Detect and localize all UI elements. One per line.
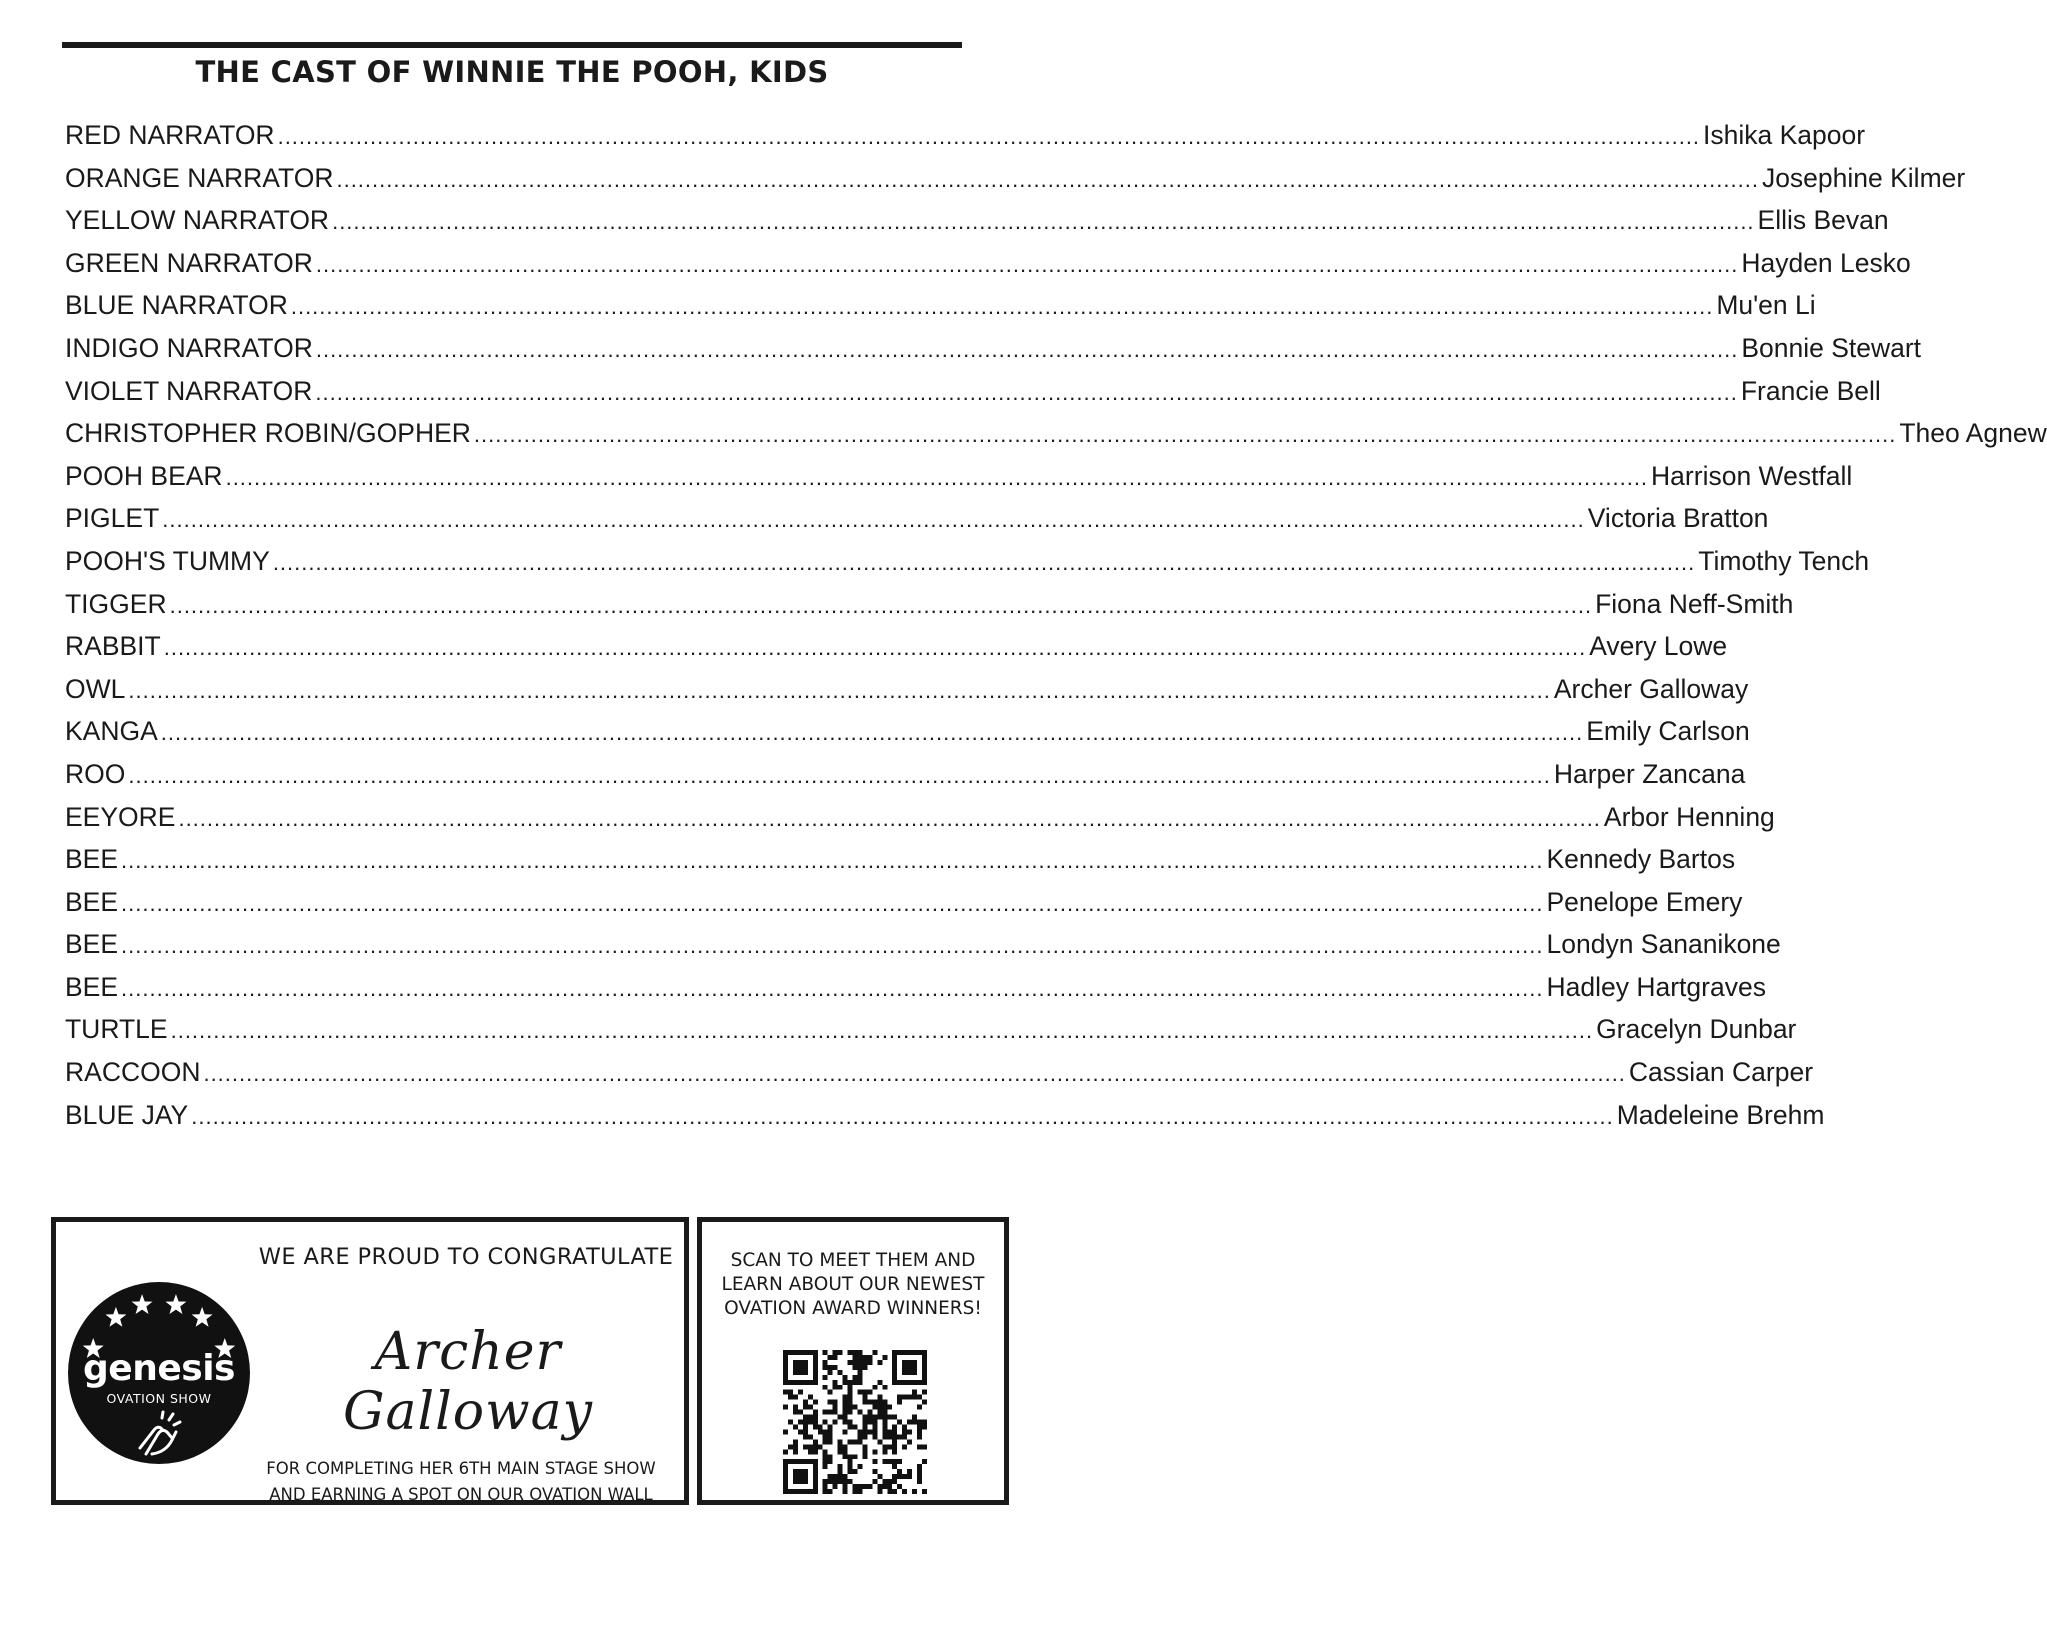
dot-leader: ........................................................................................................................................................................................................ xyxy=(315,336,1739,362)
role-name: TIGGER xyxy=(65,588,167,619)
star-icon xyxy=(132,1294,153,1314)
role-name: OWL xyxy=(65,673,126,704)
role-name: EEYORE xyxy=(65,801,176,832)
dot-leader: ........................................................................................................................................................................................................ xyxy=(203,1061,1626,1087)
genesis-logo xyxy=(68,1282,250,1464)
scan-box xyxy=(697,1217,1009,1505)
role-name: INDIGO NARRATOR xyxy=(65,332,313,363)
congratulations-box xyxy=(51,1217,689,1505)
dot-leader: ........................................................................................................................................................................................................ xyxy=(225,464,1649,490)
logo-wordmark: genesis xyxy=(83,1348,235,1389)
role-name: BEE xyxy=(65,886,119,917)
actor-name: Ellis Bevan xyxy=(1757,205,1889,236)
dot-leader: ........................................................................................................................................................................................................ xyxy=(272,549,1696,575)
dot-leader: ........................................................................................................................................................................................................ xyxy=(128,677,1551,703)
dot-leader: ........................................................................................................................................................................................................ xyxy=(336,166,1759,192)
role-name: BEE xyxy=(65,929,119,960)
actor-name: Francie Bell xyxy=(1740,375,1881,406)
dot-leader: ........................................................................................................................................................................................................ xyxy=(121,848,1544,874)
cast-row xyxy=(65,1014,1797,1057)
role-name: POOH'S TUMMY xyxy=(65,545,270,576)
dot-leader: ........................................................................................................................................................................................................ xyxy=(178,805,1601,831)
cast-row xyxy=(65,886,1743,930)
dot-leader: ........................................................................................................................................................................................................ xyxy=(315,379,1738,405)
cast-row xyxy=(65,290,1816,333)
dot-leader: ........................................................................................................................................................................................................ xyxy=(121,890,1544,916)
actor-name: Fiona Neff-Smith xyxy=(1595,588,1794,619)
cast-row xyxy=(65,375,1881,419)
actor-name: Penelope Emery xyxy=(1546,886,1743,917)
role-name: PIGLET xyxy=(65,503,160,534)
dot-leader: ........................................................................................................................................................................................................ xyxy=(290,294,1714,320)
role-name: ROO xyxy=(65,758,126,789)
scan-instructions xyxy=(710,1249,996,1321)
dot-leader: ........................................................................................................................................................................................................ xyxy=(121,933,1544,959)
role-name: RABBIT xyxy=(65,631,161,662)
role-name: BEE xyxy=(65,971,119,1002)
dot-leader: ........................................................................................................................................................................................................ xyxy=(277,124,1701,149)
actor-name: Hadley Hartgraves xyxy=(1546,971,1766,1002)
actor-name: Josephine Kilmer xyxy=(1761,162,1966,193)
role-name: RED NARRATOR xyxy=(65,120,275,150)
dot-leader: ........................................................................................................................................................................................................ xyxy=(332,209,1755,235)
role-name: CHRISTOPHER ROBIN/GOPHER xyxy=(65,418,471,449)
cast-row xyxy=(65,503,1769,546)
actor-name: Gracelyn Dunbar xyxy=(1596,1014,1797,1045)
star-icon xyxy=(105,1307,126,1327)
cast-row xyxy=(65,716,1750,759)
actor-name: Victoria Bratton xyxy=(1587,503,1769,534)
cast-list xyxy=(65,120,2047,1142)
cast-row xyxy=(65,120,1866,163)
star-icon xyxy=(165,1294,186,1314)
role-name: TURTLE xyxy=(65,1014,168,1045)
actor-name: Madeleine Brehm xyxy=(1616,1099,1825,1130)
cast-row xyxy=(65,673,1749,717)
cast-row xyxy=(65,205,1889,248)
cast-row xyxy=(65,801,1775,845)
scan-line-2: LEARN ABOUT OUR NEWEST xyxy=(721,1274,985,1295)
cast-row xyxy=(65,929,1781,972)
actor-name: Archer Galloway xyxy=(1553,673,1749,704)
role-name: BEE xyxy=(65,844,119,875)
cast-row xyxy=(65,758,1746,802)
actor-name: Cassian Carper xyxy=(1628,1057,1814,1088)
honoree-name: Archer Galloway xyxy=(343,1322,593,1442)
role-name: BLUE JAY xyxy=(65,1099,189,1130)
role-name: YELLOW NARRATOR xyxy=(65,205,330,236)
cast-row xyxy=(65,1099,1825,1143)
star-icon xyxy=(192,1307,213,1327)
actor-name: Timothy Tench xyxy=(1698,545,1870,576)
actor-name: Emily Carlson xyxy=(1586,716,1750,747)
note-line-1: FOR COMPLETING HER 6TH MAIN STAGE SHOW xyxy=(266,1459,656,1478)
role-name: VIOLET NARRATOR xyxy=(65,375,313,406)
actor-name: Mu'en Li xyxy=(1716,290,1816,321)
actor-name: Ishika Kapoor xyxy=(1703,120,1866,150)
top-rule xyxy=(62,42,962,48)
actor-name: Avery Lowe xyxy=(1589,631,1728,662)
actor-name: Kennedy Bartos xyxy=(1546,844,1736,875)
actor-name: Londyn Sananikone xyxy=(1546,929,1781,960)
dot-leader: ........................................................................................................................................................................................................ xyxy=(121,975,1544,1001)
scan-line-3: OVATION AWARD WINNERS! xyxy=(724,1298,982,1319)
congratulations-heading: WE ARE PROUD TO CONGRATULATE xyxy=(258,1244,674,1270)
cast-row xyxy=(65,588,1794,632)
actor-name: Bonnie Stewart xyxy=(1741,332,1922,363)
dot-leader: ........................................................................................................................................................................................................ xyxy=(162,507,1585,533)
dot-leader: ........................................................................................................................................................................................................ xyxy=(315,251,1739,277)
cast-row xyxy=(65,418,2047,461)
clapping-hands-icon xyxy=(132,1408,186,1456)
cast-row xyxy=(65,1057,1814,1100)
dot-leader: ........................................................................................................................................................................................................ xyxy=(473,422,1897,448)
role-name: POOH BEAR xyxy=(65,460,223,491)
actor-name: Theo Agnew xyxy=(1899,418,2047,449)
dot-leader: ........................................................................................................................................................................................................ xyxy=(163,635,1587,661)
cast-row xyxy=(65,460,1853,504)
cast-row xyxy=(65,844,1736,887)
role-name: BLUE NARRATOR xyxy=(65,290,288,321)
cast-row xyxy=(65,332,1922,376)
cast-row xyxy=(65,162,1966,206)
actor-name: Hayden Lesko xyxy=(1741,247,1911,278)
note-line-2: AND EARNING A SPOT ON OUR OVATION WALL xyxy=(269,1485,653,1504)
cast-row xyxy=(65,631,1728,674)
cast-row xyxy=(65,545,1870,589)
role-name: GREEN NARRATOR xyxy=(65,247,313,278)
scan-line-1: SCAN TO MEET THEM AND xyxy=(730,1250,976,1271)
cast-row xyxy=(65,247,1911,291)
dot-leader: ........................................................................................................................................................................................................ xyxy=(191,1103,1614,1129)
logo-subtitle: OVATION SHOW xyxy=(106,1391,212,1406)
qr-code-icon[interactable] xyxy=(783,1350,927,1494)
actor-name: Harper Zancana xyxy=(1553,758,1746,789)
dot-leader: ........................................................................................................................................................................................................ xyxy=(160,720,1584,746)
role-name: ORANGE NARRATOR xyxy=(65,162,334,193)
cast-title: THE CAST OF WINNIE THE POOH, KIDS xyxy=(195,55,829,89)
dot-leader: ........................................................................................................................................................................................................ xyxy=(170,1018,1594,1044)
actor-name: Arbor Henning xyxy=(1603,801,1775,832)
actor-name: Harrison Westfall xyxy=(1651,460,1853,491)
role-name: RACCOON xyxy=(65,1057,201,1088)
congratulations-note xyxy=(256,1456,666,1508)
dot-leader: ........................................................................................................................................................................................................ xyxy=(169,592,1593,618)
cast-row xyxy=(65,971,1766,1015)
dot-leader: ........................................................................................................................................................................................................ xyxy=(128,762,1551,788)
role-name: KANGA xyxy=(65,716,158,747)
